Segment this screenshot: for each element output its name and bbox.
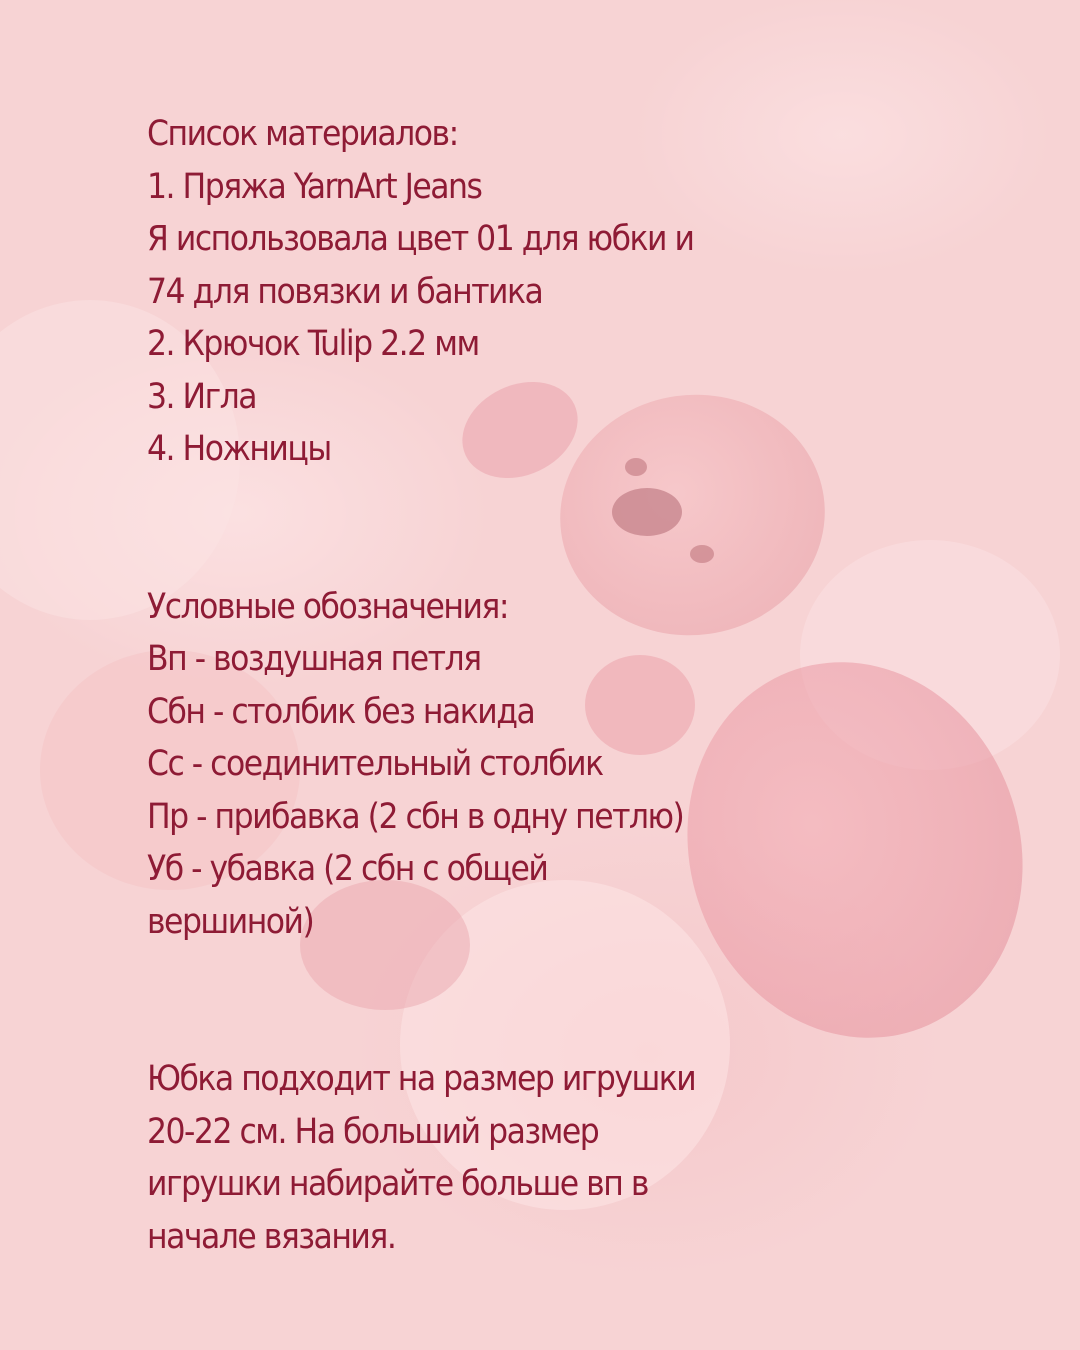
legend-item: Уб - убавка (2 сбн с общей [147,849,548,889]
note-line: Юбка подходит на размер игрушки [147,1059,696,1099]
legend-item: Пр - прибавка (2 сбн в одну петлю) [147,796,684,837]
legend-item: Сбн - столбик без накида [147,691,535,732]
section-spacer [147,948,847,1053]
legend-item: Вп - воздушная петля [147,639,481,679]
section-spacer [147,476,847,581]
note-line: начале вязания. [147,1216,396,1257]
materials-item: 2. Крючок Tulip 2.2 мм [147,324,479,364]
materials-item: 74 для повязки и бантика [147,271,543,312]
materials-heading: Список материалов: [147,114,458,154]
note-section [147,1053,847,1263]
materials-item: Я использовала цвет 01 для юбки и [147,219,694,259]
legend-section [147,581,847,949]
legend-item: вершиной) [147,901,314,942]
legend-heading: Условные обозначения: [147,586,508,627]
materials-section [147,108,847,476]
materials-item: 1. Пряжа YarnArt Jeans [147,166,482,207]
materials-item: 4. Ножницы [147,429,331,469]
note-line: 20-22 см. На больший размер [147,1111,599,1152]
note-line: игрушки набирайте больше вп в [147,1164,648,1204]
text-content [147,108,847,1263]
legend-item: Сс - соединительный столбик [147,744,603,784]
materials-item: 3. Игла [147,376,257,417]
